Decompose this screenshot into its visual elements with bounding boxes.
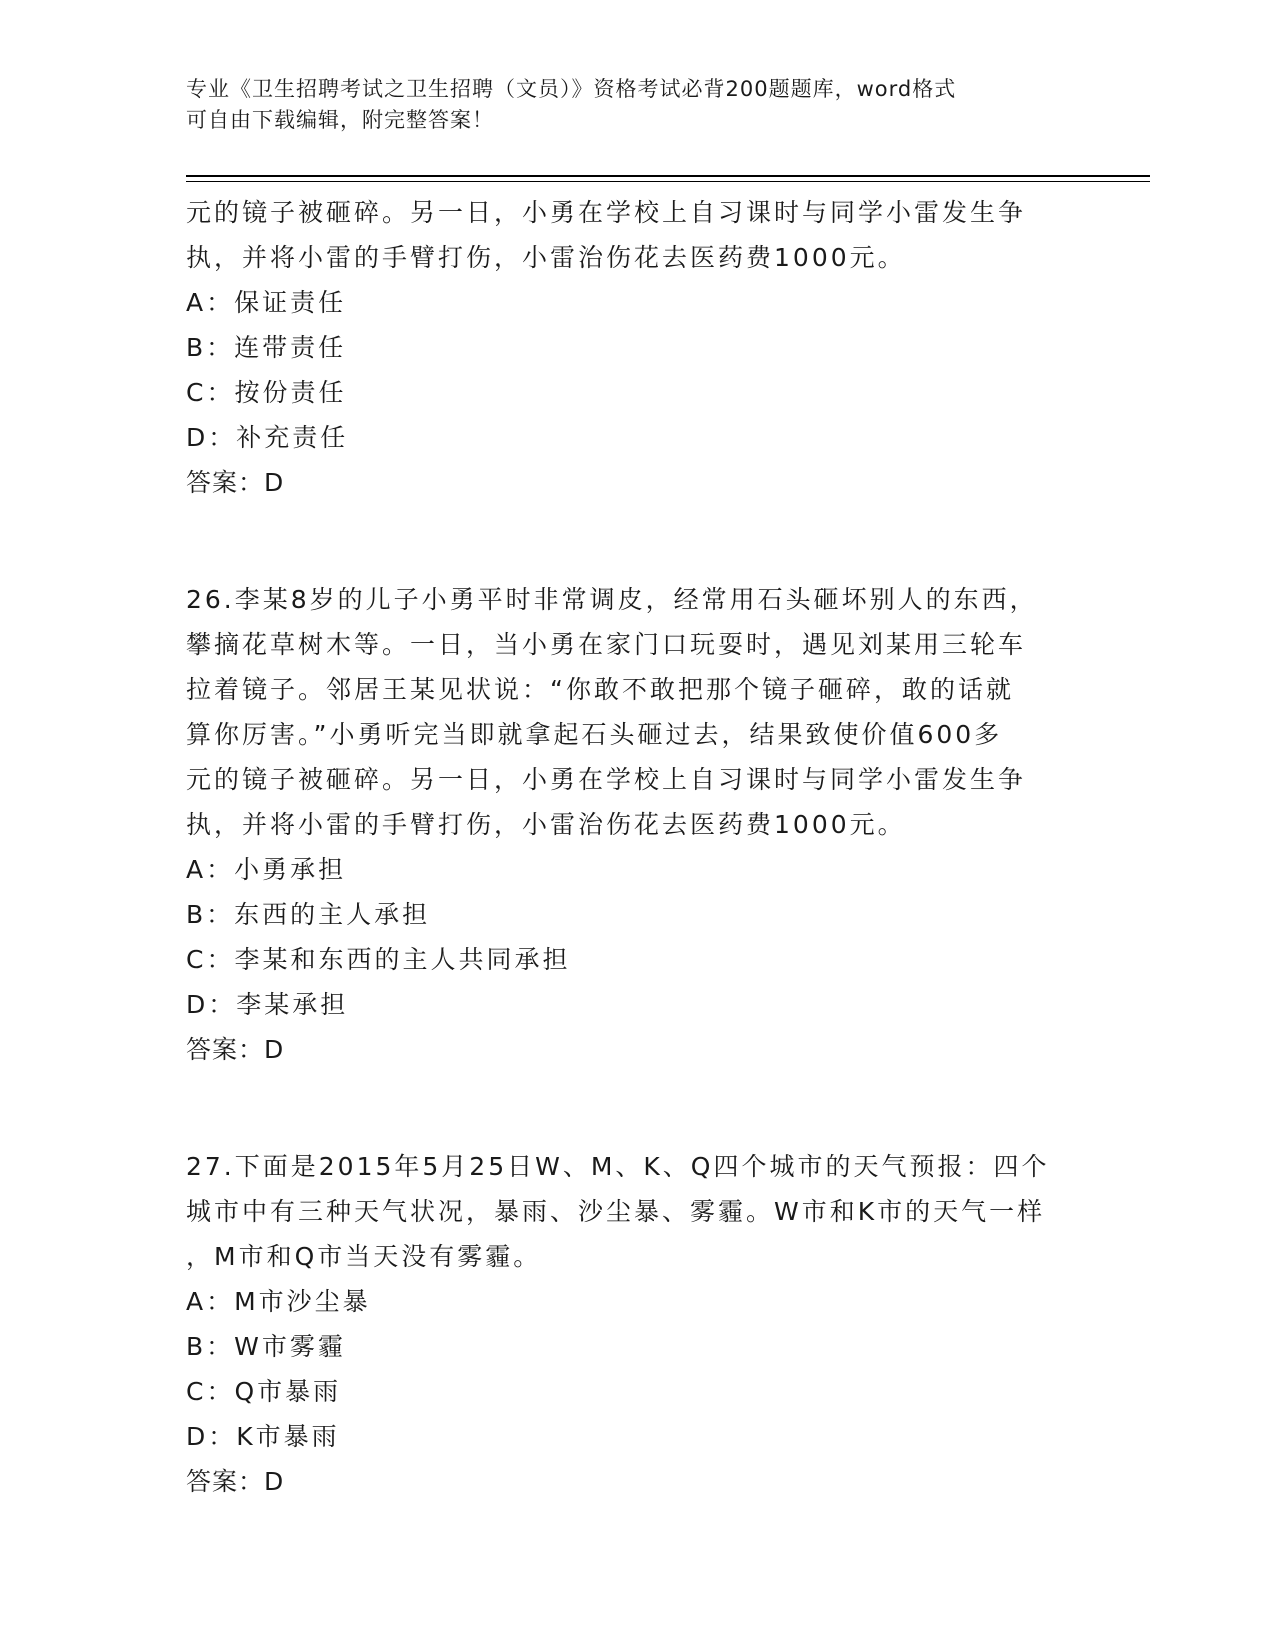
option-c: C：李某和东西的主人共同承担 bbox=[186, 945, 571, 974]
option-a: A：M市沙尘暴 bbox=[186, 1287, 371, 1316]
question-text-line: 27.下面是2015年5月25日W、M、K、Q四个城市的天气预报：四个 bbox=[186, 1152, 1050, 1181]
question-text-line: ，M市和Q市当天没有雾霾。 bbox=[186, 1242, 542, 1271]
header-rule-thick bbox=[186, 175, 1150, 177]
option-d: D：补充责任 bbox=[186, 423, 349, 452]
question-text-line: 执，并将小雷的手臂打伤，小雷治伤花去医药费1000元。 bbox=[186, 243, 906, 272]
question-text-line: 元的镜子被砸碎。另一日，小勇在学校上自习课时与同学小雷发生争 bbox=[186, 198, 1027, 227]
question-block-27 bbox=[186, 1144, 1126, 1504]
question-text-line: 26.李某8岁的儿子小勇平时非常调皮，经常用石头砸坏别人的东西， bbox=[186, 585, 1038, 614]
option-b: B：W市雾霾 bbox=[186, 1332, 346, 1361]
question-text-line: 算你厉害。”小勇听完当即就拿起石头砸过去，结果致使价值600多 bbox=[186, 720, 1003, 749]
option-a: A：保证责任 bbox=[186, 288, 347, 317]
question-text-line: 拉着镜子。邻居王某见状说：“你敢不敢把那个镜子砸碎，敢的话就 bbox=[186, 675, 1014, 704]
question-text-line: 元的镜子被砸碎。另一日，小勇在学校上自习课时与同学小雷发生争 bbox=[186, 765, 1027, 794]
question-block-continued bbox=[186, 190, 1126, 505]
option-d: D：K市暴雨 bbox=[186, 1422, 340, 1451]
question-text-line: 攀摘花草树木等。一日，当小勇在家门口玩耍时，遇见刘某用三轮车 bbox=[186, 630, 1027, 659]
question-spacer bbox=[186, 1072, 1126, 1144]
option-c: C：Q市暴雨 bbox=[186, 1377, 342, 1406]
header-line-2: 可自由下载编辑，附完整答案！ bbox=[186, 108, 494, 132]
question-text-line: 城市中有三种天气状况，暴雨、沙尘暴、雾霾。W市和K市的天气一样 bbox=[186, 1197, 1046, 1226]
document-header bbox=[186, 74, 1086, 136]
header-line-1: 专业《卫生招聘考试之卫生招聘（文员）》资格考试必背200题题库，word格式 bbox=[186, 77, 957, 101]
answer-line: 答案：D bbox=[186, 1035, 285, 1064]
option-b: B：连带责任 bbox=[186, 333, 347, 362]
answer-line: 答案：D bbox=[186, 468, 285, 497]
document-body bbox=[186, 190, 1126, 1504]
answer-line: 答案：D bbox=[186, 1467, 285, 1496]
option-b: B：东西的主人承担 bbox=[186, 900, 431, 929]
question-spacer bbox=[186, 505, 1126, 577]
question-block-26 bbox=[186, 577, 1126, 1072]
option-c: C：按份责任 bbox=[186, 378, 347, 407]
option-a: A：小勇承担 bbox=[186, 855, 347, 884]
question-text-line: 执，并将小雷的手臂打伤，小雷治伤花去医药费1000元。 bbox=[186, 810, 906, 839]
option-d: D：李某承担 bbox=[186, 990, 349, 1019]
header-rule-thin bbox=[186, 181, 1150, 182]
